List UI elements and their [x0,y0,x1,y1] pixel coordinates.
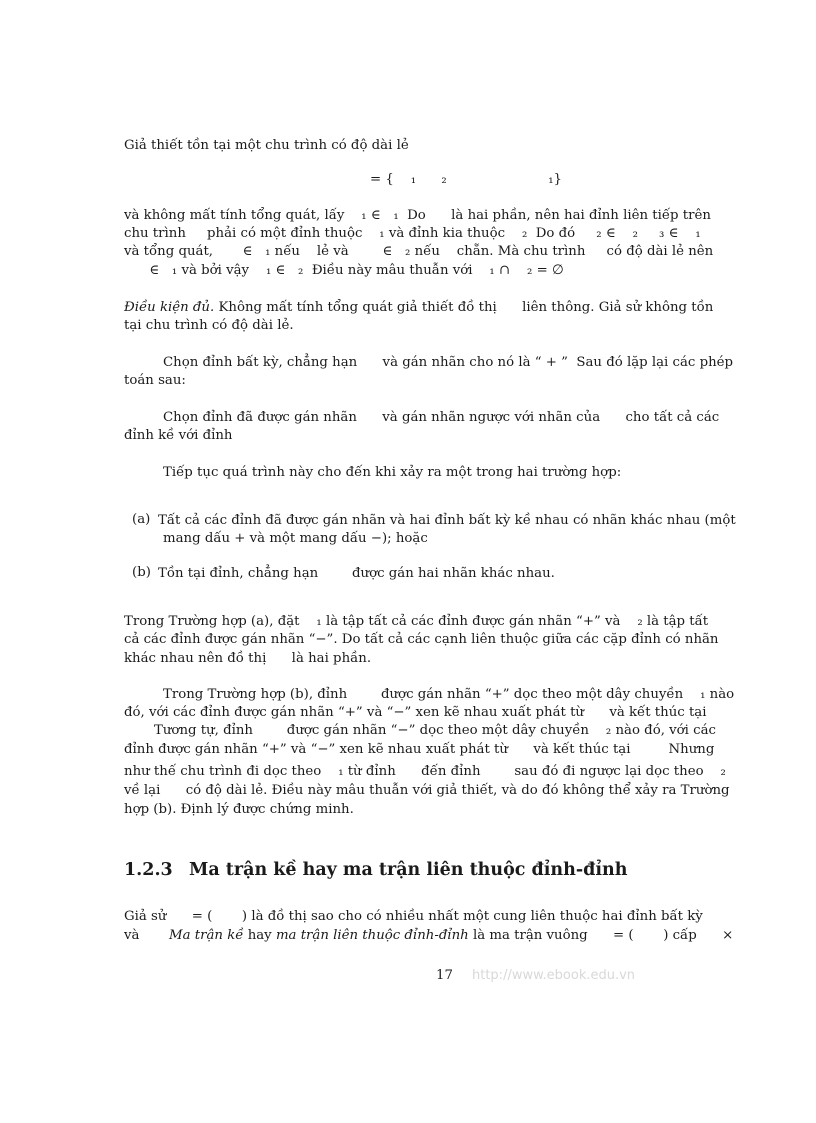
paragraph-text: hay [243,928,276,943]
page-number: 17 [436,968,453,983]
paragraph-line: toán sau: [124,373,186,388]
paragraph-line: như thế chu trình đi dọc theo ₁ từ đỉnh đến đỉnh sau đó đi ngược lại dọc theo ₂ [124,764,726,779]
list-item-b-line: Tồn tại đỉnh, chẳng hạn được gán hai nhãn khác nhau. [158,566,555,581]
paragraph-line: cả các đỉnh được gán nhãn “−”. Do tất cả các cạnh liên thuộc giữa các cặp đỉnh có nhãn [124,632,719,647]
paragraph-line: hợp (b). Định lý được chứng minh. [124,802,354,817]
term-adjacency-matrix: Ma trận kề [169,928,244,943]
paragraph-line: Giả sử = ( ) là đồ thị sao cho có nhiều nhất một cung liên thuộc hai đỉnh bất kỳ [124,909,703,924]
paragraph-line: Tiếp tục quá trình này cho đến khi xảy ra một trong hai trường hợp: [163,465,622,480]
paragraph-text: và [124,928,170,943]
paragraph-line: Tương tự, đỉnh được gán nhãn “−” dọc theo một dây chuyền ₂ nào đó, với các [154,723,716,738]
paragraph-line: đỉnh kề với đỉnh [124,428,233,443]
list-item-a-line: Tất cả các đỉnh đã được gán nhãn và hai đỉnh bất kỳ kề nhau có nhãn khác nhau (một [158,513,736,528]
paragraph-line: Trong Trường hợp (b), đỉnh được gán nhãn “+” dọc theo một dây chuyền ₁ nào [163,687,735,702]
paragraph-text: Không mất tính tổng quát giả thiết đồ thị liên thông. Giả sử không tồn [214,300,714,315]
paragraph-line: và tổng quát, ∈ ₁ nếu lẻ và ∈ ₂ nếu chẵn. Mà chu trình có độ dài lẻ nên [124,244,714,259]
term-vertex-incidence-matrix: ma trận liên thuộc đỉnh-đỉnh [275,928,469,943]
paragraph-line: tại chu trình có độ dài lẻ. [124,318,294,333]
formula-cycle: = { ₁ ₂ ₁} [370,172,562,187]
paragraph-line: Trong Trường hợp (a), đặt ₁ là tập tất cả các đỉnh được gán nhãn “+” và ₂ là tập tất [124,614,709,629]
list-label-b: (b) [132,565,151,580]
paragraph-line: đó, với các đỉnh được gán nhãn “+” và “−” xen kẽ nhau xuất phát từ và kết thúc tại [124,705,707,720]
section-title: Ma trận kề hay ma trận liên thuộc đỉnh-đỉnh [189,860,628,880]
paragraph-line: và không mất tính tổng quát, lấy ₁ ∈ ₁ Do là hai phần, nên hai đỉnh liên tiếp trên [124,208,711,223]
list-item-a-line: mang dấu + và một mang dấu −); hoặc [163,531,428,546]
watermark-url: http://www.ebook.edu.vn [472,968,636,983]
sufficient-condition-label: Điều kiện đủ. [124,300,215,315]
paragraph-line: đỉnh được gán nhãn “+” và “−” xen kẽ nhau xuất phát từ và kết thúc tại Nhưng [124,742,715,757]
section-heading [124,860,627,880]
paragraph-line: Chọn đỉnh bất kỳ, chẳng hạn và gán nhãn cho nó là “ + ” Sau đó lặp lại các phép [163,355,734,370]
paragraph-line: ∈ ₁ và bởi vậy ₁ ∈ ₂ Điều này mâu thuẫn với ₁ ∩ ₂ = ∅ [124,263,564,278]
paragraph-line: chu trình phải có một đỉnh thuộc ₁ và đỉnh kia thuộc ₂ Do đó ₂ ∈ ₂ ₃ ∈ ₁ [124,226,701,241]
paragraph-text: là ma trận vuông = ( ) cấp × [468,928,734,943]
section-number: 1.2.3 [124,860,173,880]
paragraph-line: Giả thiết tồn tại một chu trình có độ dài lẻ [124,138,409,153]
paragraph-line [124,927,733,944]
list-label-a: (a) [132,512,151,527]
paragraph-line: về lại có độ dài lẻ. Điều này mâu thuẫn với giả thiết, và do đó không thể xảy ra Trường [124,783,730,798]
paragraph-line: Chọn đỉnh đã được gán nhãn và gán nhãn ngược với nhãn của cho tất cả các [163,410,720,425]
paragraph-line [124,299,713,316]
paragraph-line: khác nhau nên đồ thị là hai phần. [124,651,372,666]
